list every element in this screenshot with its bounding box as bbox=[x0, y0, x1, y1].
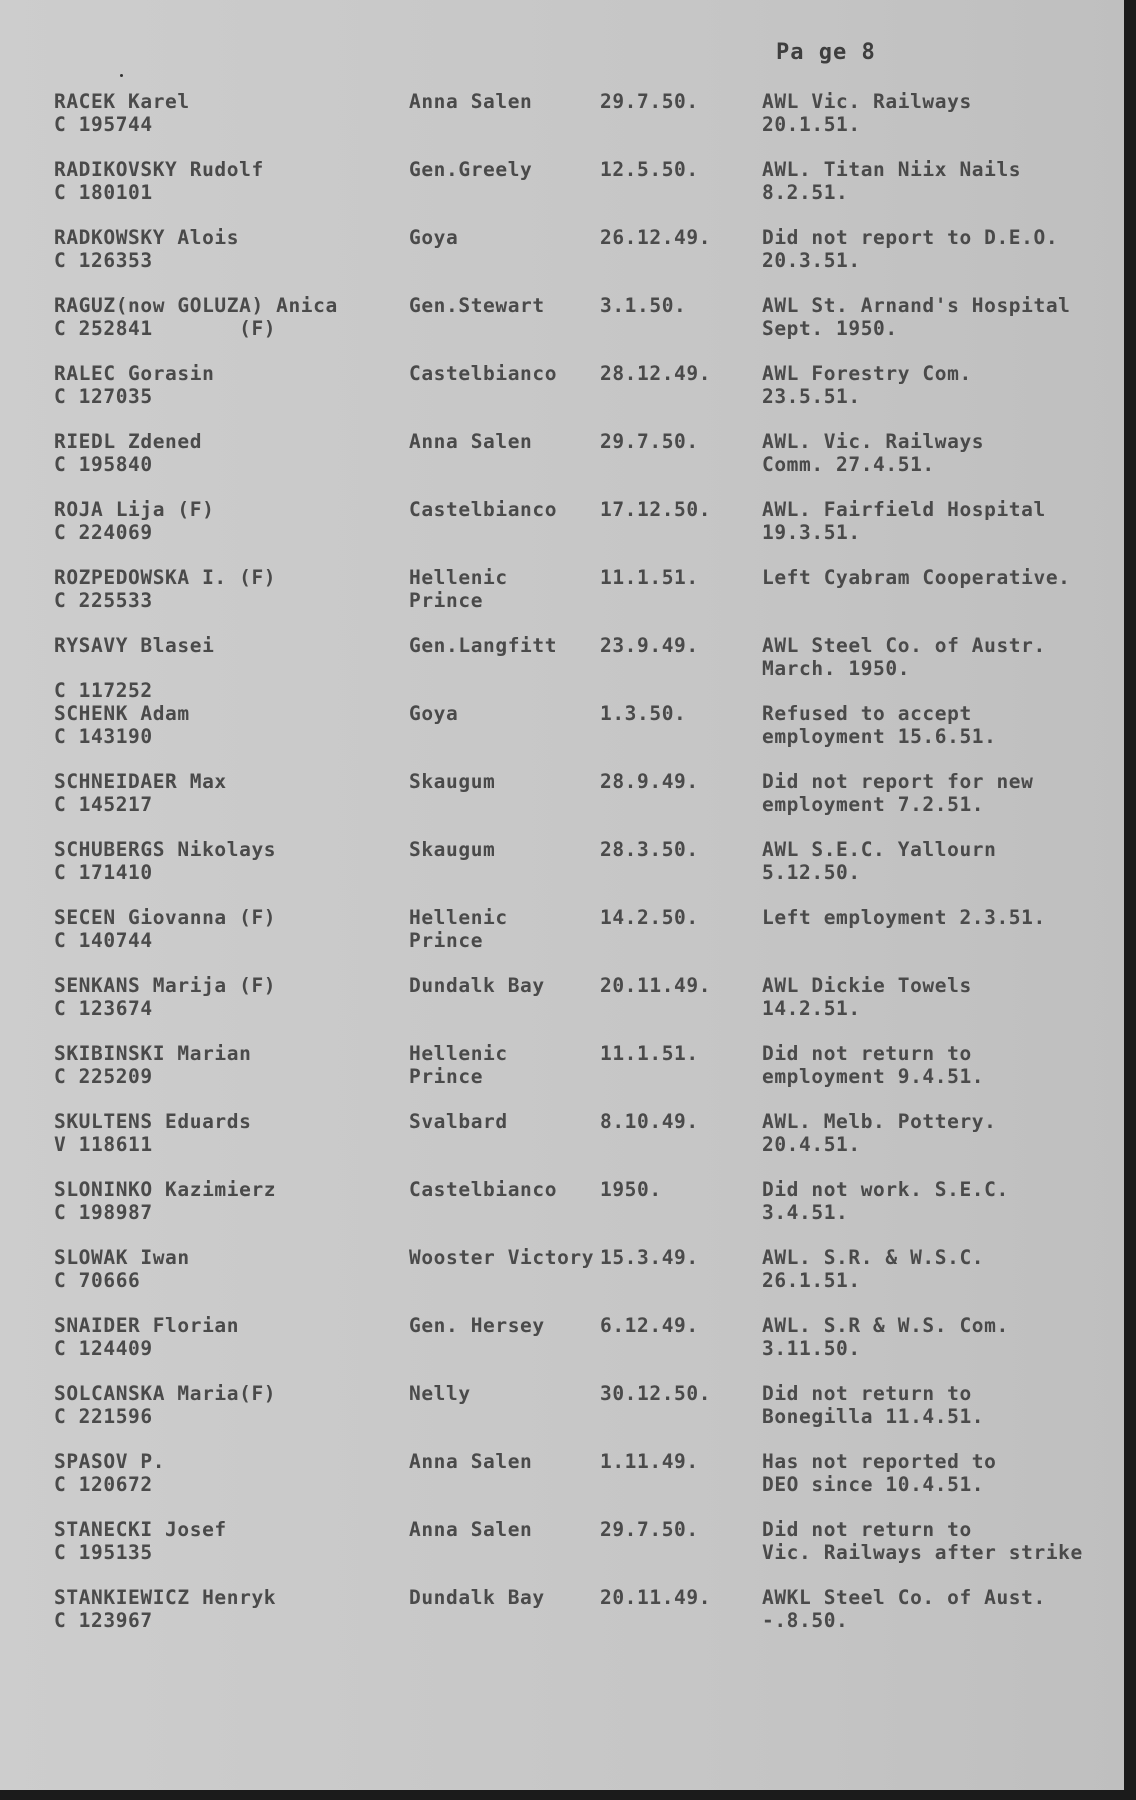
person-id: C 225533 bbox=[54, 589, 153, 612]
person-cell bbox=[54, 702, 190, 748]
person-id: C 221596 bbox=[54, 1405, 153, 1428]
ship-cell bbox=[409, 1178, 557, 1201]
person-id: C 195840 bbox=[54, 453, 153, 476]
ship-name: Prince bbox=[409, 1065, 484, 1088]
arrival-date: 1.11.49. bbox=[600, 1450, 699, 1473]
remark-line: 19.3.51. bbox=[762, 521, 861, 544]
ship-cell bbox=[409, 770, 495, 793]
remark-cell bbox=[762, 838, 996, 884]
person-name: RIEDL Zdened bbox=[54, 430, 203, 453]
remark-line: 20.3.51. bbox=[762, 249, 861, 272]
remark-line: AWL. Melb. Pottery. bbox=[762, 1110, 997, 1133]
remark-cell bbox=[762, 498, 1046, 544]
ship-name: Nelly bbox=[409, 1382, 471, 1405]
remark-line: employment 7.2.51. bbox=[762, 793, 985, 816]
arrival-date: 29.7.50. bbox=[600, 90, 699, 113]
arrival-date: 29.7.50. bbox=[600, 430, 699, 453]
remark-line: employment 9.4.51. bbox=[762, 1065, 985, 1088]
remark-cell bbox=[762, 430, 984, 476]
register-entry bbox=[0, 1518, 1124, 1578]
remark-line: March. 1950. bbox=[762, 657, 911, 680]
remark-cell bbox=[762, 294, 1071, 340]
remark-cell bbox=[762, 974, 972, 1020]
remark-line: AWL. Titan Niix Nails bbox=[762, 158, 1022, 181]
remark-line: Did not work. S.E.C. bbox=[762, 1178, 1009, 1201]
person-cell bbox=[54, 1042, 251, 1088]
ship-cell bbox=[409, 634, 557, 657]
register-entry bbox=[0, 1314, 1124, 1374]
person-id: C 171410 bbox=[54, 861, 153, 884]
person-cell bbox=[54, 906, 276, 952]
person-id: C 180101 bbox=[54, 181, 153, 204]
register-entry bbox=[0, 1042, 1124, 1102]
remark-cell bbox=[762, 1246, 984, 1292]
ship-cell bbox=[409, 90, 532, 113]
remark-line: 26.1.51. bbox=[762, 1269, 861, 1292]
person-cell bbox=[54, 1382, 276, 1428]
ship-name: Prince bbox=[409, 929, 484, 952]
arrival-date: 3.1.50. bbox=[600, 294, 687, 317]
person-cell bbox=[54, 158, 264, 204]
remark-cell bbox=[762, 1178, 1009, 1224]
person-cell bbox=[54, 90, 190, 136]
person-name: STANKIEWICZ Henryk bbox=[54, 1586, 277, 1609]
remark-line: 23.5.51. bbox=[762, 385, 861, 408]
register-entry bbox=[0, 566, 1124, 626]
person-id: C 127035 bbox=[54, 385, 153, 408]
register-entry bbox=[0, 294, 1124, 354]
register-entry bbox=[0, 430, 1124, 490]
remark-cell bbox=[762, 1110, 996, 1156]
person-id: C 252841 (F) bbox=[54, 317, 277, 340]
page-number: Pa ge 8 bbox=[776, 40, 876, 65]
ship-name: Anna Salen bbox=[409, 1518, 533, 1541]
ship-name: Castelbianco bbox=[409, 1178, 558, 1201]
remark-line: Left Cyabram Cooperative. bbox=[762, 566, 1071, 589]
ship-cell bbox=[409, 1110, 508, 1133]
person-id: C 198987 bbox=[54, 1201, 153, 1224]
remark-line: 20.4.51. bbox=[762, 1133, 861, 1156]
ship-cell bbox=[409, 1314, 545, 1337]
ship-cell bbox=[409, 1586, 545, 1609]
ship-name: Hellenic bbox=[409, 1042, 508, 1065]
remark-line: 3.4.51. bbox=[762, 1201, 849, 1224]
arrival-date: 28.9.49. bbox=[600, 770, 699, 793]
person-name: SOLCANSKA Maria(F) bbox=[54, 1382, 277, 1405]
person-cell bbox=[54, 1178, 276, 1224]
register-entry bbox=[0, 1178, 1124, 1238]
ship-name: Hellenic bbox=[409, 566, 508, 589]
arrival-date: 17.12.50. bbox=[600, 498, 712, 521]
person-name: SLOWAK Iwan bbox=[54, 1246, 190, 1269]
register-entry bbox=[0, 1450, 1124, 1510]
person-id: C 123674 bbox=[54, 997, 153, 1020]
arrival-date: 28.3.50. bbox=[600, 838, 699, 861]
person-name: SCHNEIDAER Max bbox=[54, 770, 227, 793]
remark-line: 5.12.50. bbox=[762, 861, 861, 884]
remark-line: Did not return to bbox=[762, 1042, 972, 1065]
remark-cell bbox=[762, 906, 1046, 929]
person-cell bbox=[54, 362, 214, 408]
ship-cell bbox=[409, 1246, 594, 1269]
person-id: C 124409 bbox=[54, 1337, 153, 1360]
remark-line: 14.2.51. bbox=[762, 997, 861, 1020]
person-name: RAGUZ(now GOLUZA) Anica bbox=[54, 294, 338, 317]
remark-line: AWL St. Arnand's Hospital bbox=[762, 294, 1071, 317]
register-entry bbox=[0, 1246, 1124, 1306]
register-entry bbox=[0, 498, 1124, 558]
person-name: SCHUBERGS Nikolays bbox=[54, 838, 277, 861]
ship-name: Anna Salen bbox=[409, 430, 533, 453]
ship-name: Goya bbox=[409, 702, 459, 725]
person-cell bbox=[54, 1450, 165, 1496]
register-entry bbox=[0, 226, 1124, 286]
person-id: C 70666 bbox=[54, 1269, 141, 1292]
ship-cell bbox=[409, 1450, 532, 1473]
ship-cell bbox=[409, 430, 532, 453]
remark-cell bbox=[762, 634, 1046, 680]
person-cell bbox=[54, 1110, 251, 1156]
ship-cell bbox=[409, 702, 458, 725]
register-entry bbox=[0, 838, 1124, 898]
remark-line: 8.2.51. bbox=[762, 181, 849, 204]
ship-name: Hellenic bbox=[409, 906, 508, 929]
remark-line: Did not report to D.E.O. bbox=[762, 226, 1059, 249]
person-name: C 117252 bbox=[54, 679, 153, 702]
arrival-date: 8.10.49. bbox=[600, 1110, 699, 1133]
ink-speck bbox=[120, 74, 123, 77]
remark-line: AWL. S.R. & W.S.C. bbox=[762, 1246, 985, 1269]
ship-name: Castelbianco bbox=[409, 498, 558, 521]
person-cell bbox=[54, 770, 227, 816]
person-name: SECEN Giovanna (F) bbox=[54, 906, 277, 929]
person-cell bbox=[54, 679, 153, 702]
remark-cell bbox=[762, 1382, 984, 1428]
person-name: ROZPEDOWSKA I. (F) bbox=[54, 566, 277, 589]
person-name: SENKANS Marija (F) bbox=[54, 974, 277, 997]
ship-cell bbox=[409, 294, 545, 317]
person-name: SNAIDER Florian bbox=[54, 1314, 240, 1337]
register-entry bbox=[0, 158, 1124, 218]
person-name: SKULTENS Eduards bbox=[54, 1110, 252, 1133]
remark-cell bbox=[762, 90, 972, 136]
remark-line: Vic. Railways after strike bbox=[762, 1541, 1083, 1564]
arrival-date: 29.7.50. bbox=[600, 1518, 699, 1541]
person-cell bbox=[54, 226, 239, 272]
person-cell bbox=[54, 566, 276, 612]
remark-cell bbox=[762, 1586, 1046, 1632]
remark-line: AWL. Vic. Railways bbox=[762, 430, 985, 453]
ship-cell bbox=[409, 226, 458, 249]
ship-cell bbox=[409, 362, 557, 385]
person-name: RADKOWSKY Alois bbox=[54, 226, 240, 249]
arrival-date: 26.12.49. bbox=[600, 226, 712, 249]
ship-name: Anna Salen bbox=[409, 90, 533, 113]
remark-line: Has not reported to bbox=[762, 1450, 997, 1473]
person-cell bbox=[54, 430, 202, 476]
person-name: STANECKI Josef bbox=[54, 1518, 227, 1541]
remark-cell bbox=[762, 1042, 984, 1088]
remark-line: AWL. S.R & W.S. Com. bbox=[762, 1314, 1009, 1337]
person-cell bbox=[54, 1518, 227, 1564]
ship-cell bbox=[409, 974, 545, 997]
person-id: C 145217 bbox=[54, 793, 153, 816]
remark-line: Did not return to bbox=[762, 1518, 972, 1541]
ship-name: Gen.Greely bbox=[409, 158, 533, 181]
remark-line: DEO since 10.4.51. bbox=[762, 1473, 985, 1496]
ship-name: Gen.Langfitt bbox=[409, 634, 558, 657]
remark-line: AWL Dickie Towels bbox=[762, 974, 972, 997]
remark-cell bbox=[762, 566, 1071, 589]
ship-name: Wooster Victory bbox=[409, 1246, 595, 1269]
person-id: C 195135 bbox=[54, 1541, 153, 1564]
remark-line: AWL Vic. Railways bbox=[762, 90, 972, 113]
ship-name: Gen. Hersey bbox=[409, 1314, 545, 1337]
remark-line: Did not return to bbox=[762, 1382, 972, 1405]
remark-line: Refused to accept bbox=[762, 702, 972, 725]
person-name: RYSAVY Blasei bbox=[54, 634, 215, 657]
remark-cell bbox=[762, 1314, 1009, 1360]
remark-cell bbox=[762, 226, 1058, 272]
remark-cell bbox=[762, 770, 1033, 816]
person-cell bbox=[54, 1246, 190, 1292]
person-name: RADIKOVSKY Rudolf bbox=[54, 158, 264, 181]
register-entry bbox=[0, 702, 1124, 762]
ship-cell bbox=[409, 158, 532, 181]
remark-line: AWL Steel Co. of Austr. bbox=[762, 634, 1046, 657]
ship-cell bbox=[409, 906, 508, 952]
remark-line: 20.1.51. bbox=[762, 113, 861, 136]
ship-name: Anna Salen bbox=[409, 1450, 533, 1473]
person-cell bbox=[54, 974, 276, 1020]
remark-line: Left employment 2.3.51. bbox=[762, 906, 1046, 929]
remark-line: AWKL Steel Co. of Aust. bbox=[762, 1586, 1046, 1609]
person-name: SLONINKO Kazimierz bbox=[54, 1178, 277, 1201]
person-cell bbox=[54, 634, 214, 657]
register-entry bbox=[0, 770, 1124, 830]
person-id: C 225209 bbox=[54, 1065, 153, 1088]
remark-line: employment 15.6.51. bbox=[762, 725, 997, 748]
register-entry bbox=[0, 90, 1124, 150]
ship-name: Skaugum bbox=[409, 770, 496, 793]
arrival-date: 28.12.49. bbox=[600, 362, 712, 385]
ship-name: Svalbard bbox=[409, 1110, 508, 1133]
remark-cell bbox=[762, 158, 1021, 204]
remark-line: Comm. 27.4.51. bbox=[762, 453, 935, 476]
register-entry bbox=[0, 906, 1124, 966]
person-name: SCHENK Adam bbox=[54, 702, 190, 725]
person-cell bbox=[54, 838, 276, 884]
person-name: RALEC Gorasin bbox=[54, 362, 215, 385]
person-id: C 120672 bbox=[54, 1473, 153, 1496]
remark-line: Sept. 1950. bbox=[762, 317, 898, 340]
remark-line: -.8.50. bbox=[762, 1609, 849, 1632]
register-entry bbox=[0, 1110, 1124, 1170]
person-name: SPASOV P. bbox=[54, 1450, 166, 1473]
person-cell bbox=[54, 1586, 276, 1632]
person-cell bbox=[54, 1314, 239, 1360]
person-name: RACEK Karel bbox=[54, 90, 190, 113]
remark-cell bbox=[762, 702, 996, 748]
arrival-date: 14.2.50. bbox=[600, 906, 699, 929]
remark-line: AWL Forestry Com. bbox=[762, 362, 972, 385]
arrival-date: 15.3.49. bbox=[600, 1246, 699, 1269]
arrival-date: 11.1.51. bbox=[600, 1042, 699, 1065]
person-cell bbox=[54, 294, 338, 340]
remark-line: AWL S.E.C. Yallourn bbox=[762, 838, 997, 861]
register-entry bbox=[0, 1382, 1124, 1442]
register-entry bbox=[0, 1586, 1124, 1646]
person-id: C 224069 bbox=[54, 521, 153, 544]
remark-line: AWL. Fairfield Hospital bbox=[762, 498, 1046, 521]
remark-line: Bonegilla 11.4.51. bbox=[762, 1405, 985, 1428]
person-id: C 123967 bbox=[54, 1609, 153, 1632]
arrival-date: 23.9.49. bbox=[600, 634, 699, 657]
arrival-date: 30.12.50. bbox=[600, 1382, 712, 1405]
arrival-date: 11.1.51. bbox=[600, 566, 699, 589]
ship-cell bbox=[409, 498, 557, 521]
arrival-date: 1950. bbox=[600, 1178, 662, 1201]
ship-name: Castelbianco bbox=[409, 362, 558, 385]
ship-cell bbox=[409, 1518, 532, 1541]
register-entry bbox=[0, 362, 1124, 422]
ship-name: Dundalk Bay bbox=[409, 1586, 545, 1609]
person-id: C 126353 bbox=[54, 249, 153, 272]
arrival-date: 6.12.49. bbox=[600, 1314, 699, 1337]
arrival-date: 12.5.50. bbox=[600, 158, 699, 181]
ship-cell bbox=[409, 566, 508, 612]
ship-name: Prince bbox=[409, 589, 484, 612]
person-name: ROJA Lija (F) bbox=[54, 498, 215, 521]
remark-line: Did not report for new bbox=[762, 770, 1034, 793]
ship-cell bbox=[409, 838, 495, 861]
ship-name: Skaugum bbox=[409, 838, 496, 861]
person-id: C 143190 bbox=[54, 725, 153, 748]
remark-cell bbox=[762, 362, 972, 408]
remark-line: 3.11.50. bbox=[762, 1337, 861, 1360]
ship-cell bbox=[409, 1042, 508, 1088]
remark-cell bbox=[762, 1518, 1083, 1564]
register-entry bbox=[0, 974, 1124, 1034]
person-id: V 118611 bbox=[54, 1133, 153, 1156]
person-id: C 195744 bbox=[54, 113, 153, 136]
arrival-date: 20.11.49. bbox=[600, 974, 712, 997]
arrival-date: 1.3.50. bbox=[600, 702, 687, 725]
person-cell bbox=[54, 498, 214, 544]
ship-name: Goya bbox=[409, 226, 459, 249]
remark-cell bbox=[762, 1450, 996, 1496]
ship-cell bbox=[409, 1382, 471, 1405]
person-name: SKIBINSKI Marian bbox=[54, 1042, 252, 1065]
ship-name: Dundalk Bay bbox=[409, 974, 545, 997]
person-id: C 140744 bbox=[54, 929, 153, 952]
ship-name: Gen.Stewart bbox=[409, 294, 545, 317]
arrival-date: 20.11.49. bbox=[600, 1586, 712, 1609]
